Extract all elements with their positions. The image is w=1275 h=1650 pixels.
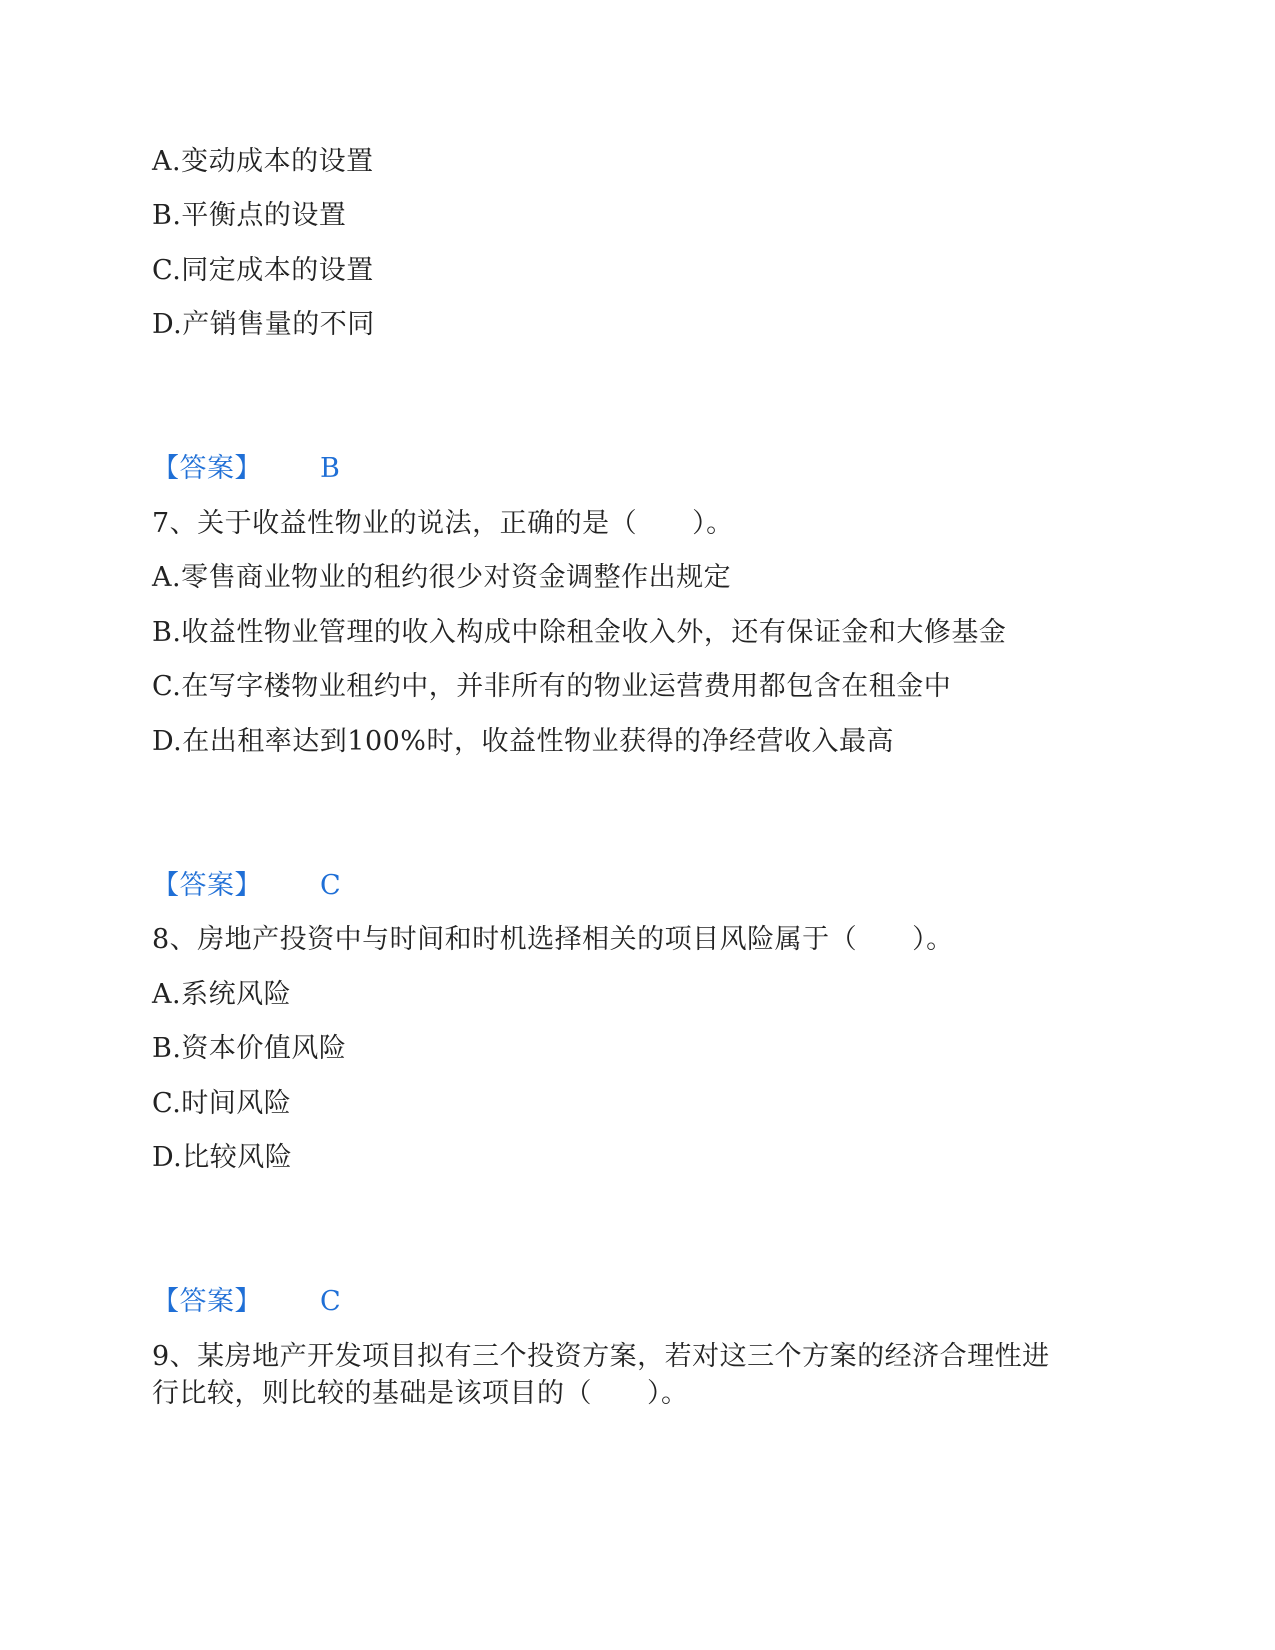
q8-option-d: D.比较风险	[152, 1142, 293, 1173]
answer-label: 【答案】	[152, 870, 262, 901]
answer-value: C	[320, 1286, 342, 1317]
q8-answer	[152, 1285, 341, 1319]
answer-value: B	[320, 453, 341, 484]
q8-question: 8、房地产投资中与时间和时机选择相关的项目风险属于（ ）。	[152, 924, 954, 955]
q6-option-a: A.变动成本的设置	[152, 146, 374, 177]
q8-option-a: A.系统风险	[152, 979, 292, 1010]
q7-answer	[152, 869, 341, 903]
q6-option-d: D.产销售量的不同	[152, 309, 375, 340]
q8-option-c: C.时间风险	[152, 1088, 292, 1119]
q8-option-b: B.资本价值风险	[152, 1033, 347, 1064]
answer-value: C	[320, 870, 342, 901]
q9-question-line2: 行比较，则比较的基础是该项目的（ ）。	[152, 1378, 689, 1409]
answer-label: 【答案】	[152, 453, 262, 484]
q7-option-b: B.收益性物业管理的收入构成中除租金收入外，还有保证金和大修基金	[152, 617, 1007, 648]
answer-label: 【答案】	[152, 1286, 262, 1317]
q7-question: 7、关于收益性物业的说法，正确的是（ ）。	[152, 508, 734, 539]
q6-answer	[152, 452, 340, 486]
q7-option-a: A.零售商业物业的租约很少对资金调整作出规定	[152, 562, 732, 593]
q7-option-d: D.在出租率达到100%时，收益性物业获得的净经营收入最高	[152, 726, 894, 757]
q9-question-line1: 9、某房地产开发项目拟有三个投资方案，若对这三个方案的经济合理性进	[152, 1341, 1050, 1372]
q6-option-b: B.平衡点的设置	[152, 200, 347, 231]
q7-option-c: C.在写字楼物业租约中，并非所有的物业运营费用都包含在租金中	[152, 671, 952, 702]
q6-option-c: C.同定成本的设置	[152, 255, 374, 286]
